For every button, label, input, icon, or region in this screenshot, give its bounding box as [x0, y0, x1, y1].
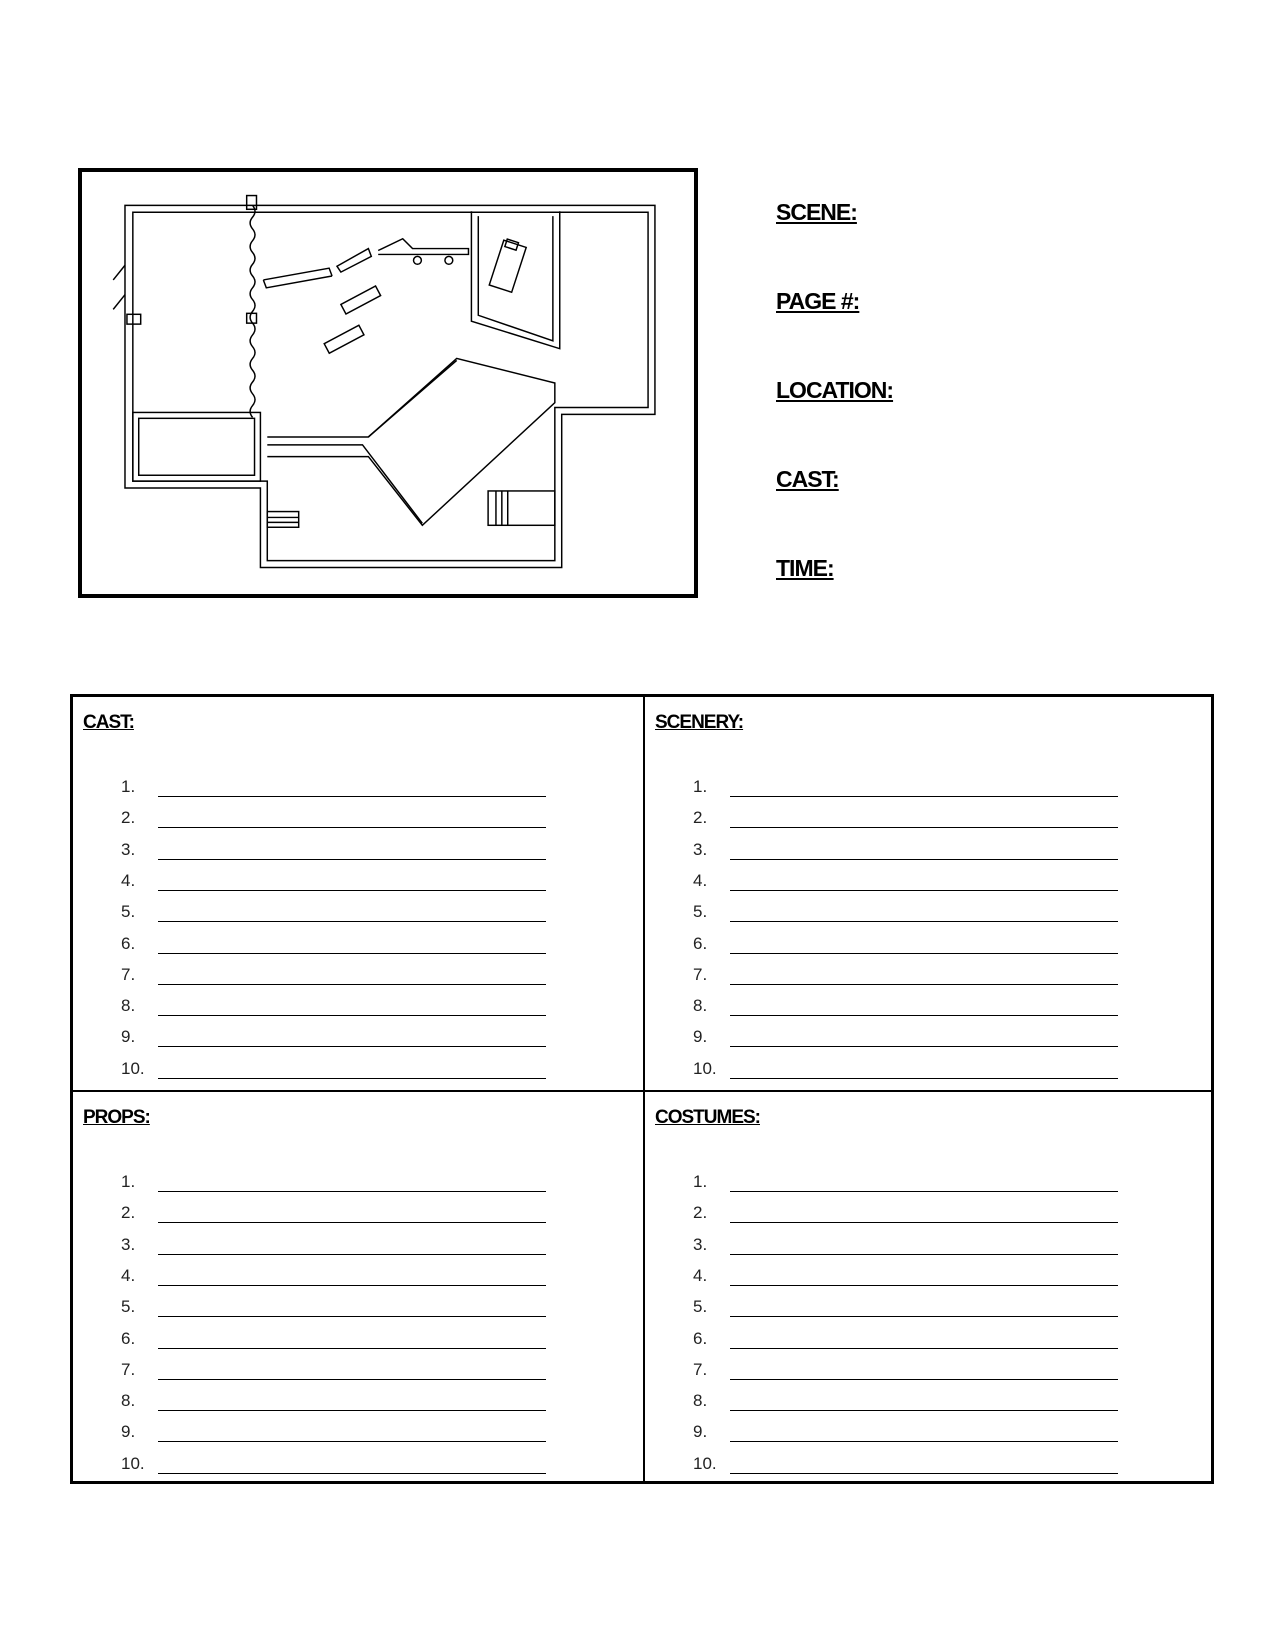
line-number: 4. — [693, 1265, 708, 1285]
line-number: 6. — [121, 1328, 136, 1348]
scenery-line-item[interactable] — [645, 863, 1215, 894]
line-number: 1. — [121, 777, 136, 796]
scenery-line-item[interactable] — [645, 800, 1215, 831]
line-number: 5. — [121, 902, 136, 922]
line-number: 7. — [121, 1359, 136, 1379]
cast-section-title: CAST: — [83, 712, 134, 733]
costumes-line-item[interactable] — [645, 1289, 1215, 1320]
line-number: 6. — [693, 1328, 708, 1348]
scenery-line-item[interactable] — [645, 957, 1215, 988]
costumes-section — [645, 1092, 1215, 1485]
blank-line[interactable] — [730, 1191, 1118, 1192]
blank-line[interactable] — [730, 953, 1118, 954]
line-number: 7. — [693, 964, 708, 984]
costumes-line-item[interactable] — [645, 1258, 1215, 1289]
line-number: 3. — [693, 839, 708, 859]
line-number: 2. — [121, 808, 136, 828]
blank-line[interactable] — [158, 1348, 546, 1349]
line-number: 1. — [693, 1172, 708, 1191]
line-number: 9. — [121, 1027, 136, 1047]
props-line-item[interactable] — [73, 1195, 643, 1226]
blank-line[interactable] — [730, 1254, 1118, 1255]
blank-line[interactable] — [158, 1285, 546, 1286]
time-label: TIME: — [776, 555, 834, 581]
blank-line[interactable] — [158, 1015, 546, 1016]
costumes-line-item[interactable] — [645, 1414, 1215, 1445]
scenery-line-item[interactable] — [645, 1051, 1215, 1082]
costumes-line-item[interactable] — [645, 1446, 1215, 1477]
line-number: 1. — [693, 777, 708, 796]
blank-line[interactable] — [730, 1015, 1118, 1016]
line-number: 5. — [693, 1297, 708, 1317]
blank-line[interactable] — [730, 921, 1118, 922]
blank-line[interactable] — [730, 1046, 1118, 1047]
blank-line[interactable] — [730, 984, 1118, 985]
line-number: 8. — [121, 1391, 136, 1411]
line-number: 3. — [121, 839, 136, 859]
props-line-item[interactable] — [73, 1227, 643, 1258]
line-number: 8. — [693, 1391, 708, 1411]
props-line-item[interactable] — [73, 1446, 643, 1477]
cast-line-item[interactable] — [73, 894, 643, 925]
line-number: 9. — [693, 1027, 708, 1047]
costumes-line-item[interactable] — [645, 1383, 1215, 1414]
cast-line-item[interactable] — [73, 1051, 643, 1082]
blank-line[interactable] — [730, 1078, 1118, 1079]
costumes-section-title: COSTUMES: — [655, 1107, 760, 1128]
line-number: 6. — [693, 933, 708, 953]
props-section-title: PROPS: — [83, 1107, 150, 1128]
line-number: 1. — [121, 1172, 136, 1191]
cast-line-item[interactable] — [73, 800, 643, 831]
blank-line[interactable] — [158, 1379, 546, 1380]
props-line-item[interactable] — [73, 1352, 643, 1383]
cast-line-item[interactable] — [73, 1019, 643, 1050]
blank-line[interactable] — [730, 1285, 1118, 1286]
line-number: 4. — [121, 870, 136, 890]
blank-line[interactable] — [158, 1473, 546, 1474]
line-number: 5. — [693, 902, 708, 922]
location-label: LOCATION: — [776, 377, 894, 403]
cast-line-item[interactable] — [73, 769, 643, 800]
line-number: 5. — [121, 1297, 136, 1317]
line-number: 10. — [121, 1058, 145, 1078]
line-number: 2. — [693, 1203, 708, 1223]
scenery-line-item[interactable] — [645, 1019, 1215, 1050]
line-number: 4. — [693, 870, 708, 890]
blank-line[interactable] — [158, 1046, 546, 1047]
scenery-section-title: SCENERY: — [655, 712, 744, 733]
line-number: 9. — [121, 1422, 136, 1442]
blank-line[interactable] — [730, 1348, 1118, 1349]
blank-line[interactable] — [158, 1222, 546, 1223]
props-line-item[interactable] — [73, 1258, 643, 1289]
blank-line[interactable] — [158, 796, 546, 797]
costumes-line-item[interactable] — [645, 1321, 1215, 1352]
costumes-line-item[interactable] — [645, 1352, 1215, 1383]
floor-plan — [78, 168, 698, 598]
blank-line[interactable] — [730, 1379, 1118, 1380]
cast-line-item[interactable] — [73, 863, 643, 894]
line-number: 10. — [693, 1058, 717, 1078]
blank-line[interactable] — [158, 921, 546, 922]
blank-line[interactable] — [158, 827, 546, 828]
cast-line-item[interactable] — [73, 832, 643, 863]
line-number: 8. — [693, 996, 708, 1016]
props-line-item[interactable] — [73, 1414, 643, 1445]
scenery-line-item[interactable] — [645, 894, 1215, 925]
line-number: 10. — [693, 1453, 717, 1473]
line-number: 10. — [121, 1453, 145, 1473]
blank-line[interactable] — [158, 890, 546, 891]
props-line-item[interactable] — [73, 1164, 643, 1195]
scene-label: SCENE: — [776, 199, 857, 225]
blank-line[interactable] — [730, 1441, 1118, 1442]
blank-line[interactable] — [730, 827, 1118, 828]
props-line-item[interactable] — [73, 1289, 643, 1320]
floor-plan-drawing — [82, 172, 694, 594]
scenery-line-item[interactable] — [645, 988, 1215, 1019]
blank-line[interactable] — [158, 1078, 546, 1079]
line-number: 2. — [121, 1203, 136, 1223]
blank-line[interactable] — [730, 859, 1118, 860]
props-line-item[interactable] — [73, 1321, 643, 1352]
blank-line[interactable] — [730, 796, 1118, 797]
blank-line[interactable] — [158, 1316, 546, 1317]
scenery-line-item[interactable] — [645, 769, 1215, 800]
blank-line[interactable] — [730, 890, 1118, 891]
scenery-section — [645, 697, 1215, 1090]
blank-line[interactable] — [730, 1473, 1118, 1474]
blank-line[interactable] — [158, 1191, 546, 1192]
scenery-line-item[interactable] — [645, 926, 1215, 957]
scenery-line-item[interactable] — [645, 832, 1215, 863]
blank-line[interactable] — [730, 1222, 1118, 1223]
line-number: 7. — [693, 1359, 708, 1379]
line-number: 2. — [693, 808, 708, 828]
blank-line[interactable] — [158, 1410, 546, 1411]
costumes-line-item[interactable] — [645, 1195, 1215, 1226]
page-number-label: PAGE #: — [776, 288, 860, 314]
blank-line[interactable] — [158, 984, 546, 985]
cast-info-label: CAST: — [776, 466, 839, 492]
breakdown-grid — [70, 694, 1214, 1484]
blank-line[interactable] — [730, 1316, 1118, 1317]
costumes-line-item[interactable] — [645, 1164, 1215, 1195]
line-number: 3. — [121, 1234, 136, 1254]
blank-line[interactable] — [158, 1441, 546, 1442]
cast-line-item[interactable] — [73, 988, 643, 1019]
props-line-item[interactable] — [73, 1383, 643, 1414]
line-number: 6. — [121, 933, 136, 953]
cast-line-item[interactable] — [73, 926, 643, 957]
costumes-line-item[interactable] — [645, 1227, 1215, 1258]
cast-line-item[interactable] — [73, 957, 643, 988]
props-section — [73, 1092, 643, 1485]
line-number: 3. — [693, 1234, 708, 1254]
blank-line[interactable] — [158, 1254, 546, 1255]
blank-line[interactable] — [158, 859, 546, 860]
line-number: 4. — [121, 1265, 136, 1285]
cast-section — [73, 697, 643, 1090]
line-number: 9. — [693, 1422, 708, 1442]
blank-line[interactable] — [730, 1410, 1118, 1411]
line-number: 7. — [121, 964, 136, 984]
blank-line[interactable] — [158, 953, 546, 954]
line-number: 8. — [121, 996, 136, 1016]
